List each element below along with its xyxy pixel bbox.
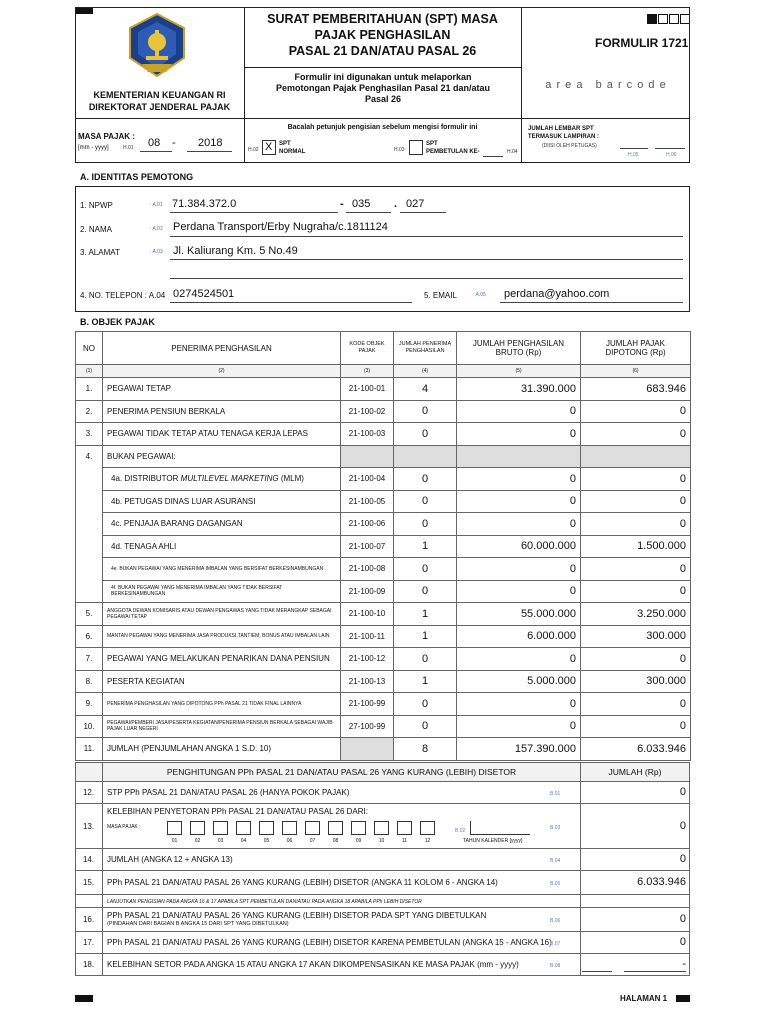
cell-no: 5. (76, 603, 103, 626)
cell-jml[interactable]: 0 (394, 648, 457, 671)
cell-jml[interactable]: 0 (394, 558, 457, 581)
cell-jml[interactable]: 0 (394, 423, 457, 446)
cell-bruto[interactable]: 0 (457, 648, 581, 671)
telepon-value[interactable]: 0274524501 (173, 288, 235, 300)
cell-no (76, 535, 103, 558)
table-subheader-row: (1) (2) (3) (4) (5) (6) (76, 365, 691, 378)
form-number: FORMULIR 1721 (595, 36, 689, 50)
month-label: 02 (194, 838, 201, 844)
cell-kode: 21-100-02 (341, 400, 394, 423)
cell-desc: PEGAWAI TETAP (103, 378, 341, 401)
calc-row-desc: KELEBIHAN PENYETORAN PPh PASAL 21 DAN/ATAU PASAL 26 DARI: (107, 807, 368, 816)
instruction-note: Bacalah petunjuk pengisian sebelum mengisi formulir ini (287, 124, 478, 131)
cell-desc: PEGAWAI TIDAK TETAP ATAU TENAGA KERJA LEPAS (103, 423, 341, 446)
month-box[interactable] (328, 821, 343, 835)
cell-no (76, 468, 103, 491)
cell-jml[interactable]: 0 (394, 513, 457, 536)
cell-no: 10. (76, 715, 103, 738)
cell-desc: ANGGOTA DEWAN KOMISARIS ATAU DEWAN PENGAWAS YANG TIDAK MERANGKAP SEBAGAI PEGAWAI TETAP (103, 603, 341, 626)
month-label: 11 (401, 838, 408, 844)
cell-pph[interactable]: 0 (581, 513, 691, 536)
cell-kode: 21-100-13 (341, 670, 394, 693)
cell-pph[interactable]: 0 (581, 715, 691, 738)
table-row (76, 558, 691, 581)
tahun-kalender-input[interactable] (470, 821, 530, 835)
cell-desc: PEGAWAI YANG MELAKUKAN PENARIKAN DANA PENSIUN (103, 648, 341, 671)
calc-header-title: PENGHITUNGAN PPh PASAL 21 DAN/ATAU PASAL 26 YANG KURANG (LEBIH) DISETOR (166, 767, 517, 777)
table-row (76, 738, 691, 761)
calc-row-value[interactable]: 0 (679, 936, 686, 948)
cell-jml[interactable]: 0 (394, 715, 457, 738)
form-title-line3: PASAL 21 DAN/ATAU PASAL 26 (288, 44, 477, 58)
calc-row-code: B.05 (550, 881, 561, 887)
cell-no (76, 580, 103, 603)
npwp-main[interactable]: 71.384.372.0 (172, 198, 237, 210)
cell-desc: 4c. PENJAJA BARANG DAGANGAN (103, 513, 341, 536)
alamat-pemotong[interactable]: Jl. Kaliurang Km. 5 No.49 (173, 245, 298, 257)
cell-pph[interactable]: 0 (581, 490, 691, 513)
ministry-logo (126, 12, 188, 80)
cell-no (76, 513, 103, 536)
cell-pph[interactable]: 0 (581, 423, 691, 446)
month-label: 09 (355, 838, 362, 844)
cell-kode (341, 445, 394, 468)
tahun-kalender-label: TAHUN KALENDER [yyyy] (463, 838, 523, 844)
cell-no: 6. (76, 625, 103, 648)
cell-pph[interactable]: 300.000 (581, 670, 691, 693)
masa-pajak-month[interactable]: 08 (148, 137, 161, 149)
calc-row-value[interactable]: 6.033.946 (637, 876, 686, 888)
cell-desc: JUMLAH (PENJUMLAHAN ANGKA 1 S.D. 10) (103, 738, 341, 761)
calc-header-amount: JUMLAH (Rp) (608, 767, 662, 777)
calc-row-desc: PPh PASAL 21 DAN/ATAU PASAL 26 YANG KURANG (LEBIH) DISETOR PADA SPT YANG DIBETULKAN (107, 911, 487, 920)
calc-row-desc2: (PINDAHAN DARI BAGIAN B ANGKA 15 DARI SPT YANG DIBETULKAN) (107, 921, 289, 927)
cell-desc: 4b. PETUGAS DINAS LUAR ASURANSI (103, 490, 341, 513)
cell-kode: 21-100-11 (341, 625, 394, 648)
masa-pajak-format: [mm - yyyy] (78, 145, 109, 151)
cell-kode: 21-100-12 (341, 648, 394, 671)
month-box[interactable] (236, 821, 251, 835)
cell-pph[interactable]: 0 (581, 648, 691, 671)
cell-jml[interactable]: 1 (394, 603, 457, 626)
table-row (76, 535, 691, 558)
table-row (76, 670, 691, 693)
cell-jml[interactable]: 1 (394, 625, 457, 648)
cell-bruto[interactable]: 6.000.000 (457, 625, 581, 648)
table-row (76, 580, 691, 603)
registration-mark-bottom-left (75, 995, 93, 1002)
calc-row-number: 16. (82, 915, 95, 924)
cell-kode: 21-100-01 (341, 378, 394, 401)
cell-bruto[interactable]: 0 (457, 490, 581, 513)
calc-row-number: 15. (82, 878, 95, 887)
month-label: 01 (171, 838, 178, 844)
month-box[interactable] (351, 821, 366, 835)
cell-pph[interactable]: 300.000 (581, 625, 691, 648)
masa-pajak-label: MASA PAJAK : (78, 132, 135, 141)
email-value[interactable]: perdana@yahoo.com (504, 288, 610, 300)
table-row (76, 603, 691, 626)
cell-no (76, 558, 103, 581)
spt-normal-mark: X (265, 141, 273, 153)
cell-no: 7. (76, 648, 103, 671)
table-row (76, 693, 691, 716)
cell-jml[interactable]: 8 (394, 738, 457, 761)
cell-no (76, 490, 103, 513)
calc-row-code: B.04 (550, 858, 561, 864)
cell-pph[interactable]: 0 (581, 693, 691, 716)
table-row (76, 423, 691, 446)
cell-jml[interactable]: 0 (394, 490, 457, 513)
section-b-title: B. OBJEK PAJAK (80, 317, 155, 327)
cell-pph[interactable]: 0 (581, 558, 691, 581)
cell-jml[interactable]: 0 (394, 693, 457, 716)
table-row (76, 715, 691, 738)
spt-pembetulan-checkbox[interactable] (409, 140, 423, 155)
month-box[interactable] (167, 821, 182, 835)
cell-kode: 21-100-06 (341, 513, 394, 536)
calc-row-code: B.01 (550, 791, 561, 797)
month-label: 12 (424, 838, 431, 844)
cell-bruto[interactable]: 0 (457, 400, 581, 423)
cell-desc: PESERTA KEGIATAN (103, 670, 341, 693)
cell-pph[interactable]: 1.500.000 (581, 535, 691, 558)
cell-desc: PEGAWAI/PEMBERI JASA/PESERTA KEGIATAN/PENERIMA PENSIUN BERKALA SEBAGAI WAJIB PAJAK LUAR NEGERI (103, 715, 341, 738)
month-label: 08 (332, 838, 339, 844)
calc-row-number: 14. (82, 855, 95, 864)
cell-no: 9. (76, 693, 103, 716)
cell-bruto[interactable] (457, 445, 581, 468)
table-row (76, 400, 691, 423)
cell-desc: 4f. BUKAN PEGAWAI YANG MENERIMA IMBALAN YANG TIDAK BERSIFAT BERKESINAMBUNGAN (103, 580, 341, 603)
month-label: 06 (286, 838, 293, 844)
table-header-row: NO PENERIMA PENGHASILAN KODE OBJEK PAJAK JUMLAH PENERIMA PENGHASILAN JUMLAH PENGHASILAN BRUTO (Rp) JUMLAH PAJAK DIPOTONG (Rp) (76, 332, 691, 365)
month-box[interactable] (374, 821, 389, 835)
calc-row-value[interactable]: 0 (679, 786, 686, 798)
calc-row-desc: PPh PASAL 21 DAN/ATAU PASAL 26 YANG KURANG (LEBIH) DISETOR (ANGKA 11 KOLOM 6 - ANGKA 14) (107, 878, 498, 887)
cell-bruto[interactable]: 55.000.000 (457, 603, 581, 626)
cell-pph[interactable]: 6.033.946 (581, 738, 691, 761)
month-box[interactable] (190, 821, 205, 835)
cell-bruto[interactable]: 31.390.000 (457, 378, 581, 401)
form-title-line2: PAJAK PENGHASILAN (314, 28, 451, 42)
cell-bruto[interactable]: 5.000.000 (457, 670, 581, 693)
month-box[interactable] (282, 821, 297, 835)
cell-desc: 4e. BUKAN PEGAWAI YANG MENERIMA IMBALAN YANG BERSIFAT BERKESINAMBUNGAN (103, 558, 341, 581)
calc-row-code: B.06 (550, 918, 561, 924)
cell-no: 8. (76, 670, 103, 693)
month-box[interactable] (213, 821, 228, 835)
cell-pph[interactable] (581, 445, 691, 468)
calc-row-number: 13. (82, 821, 95, 831)
month-label: 07 (309, 838, 316, 844)
month-box[interactable] (259, 821, 274, 835)
cell-jml[interactable] (394, 445, 457, 468)
npwp-kpp[interactable]: 035 (352, 198, 371, 210)
masa-pajak-year[interactable]: 2018 (198, 137, 223, 149)
cell-bruto[interactable]: 0 (457, 558, 581, 581)
form-title-line1: SURAT PEMBERITAHUAN (SPT) MASA (267, 12, 498, 26)
b02-code: B.02 (455, 828, 466, 834)
calc-row-code: B.08 (550, 963, 561, 969)
cell-jml[interactable]: 0 (394, 468, 457, 491)
table-row (76, 445, 691, 468)
cell-kode: 27-100-99 (341, 715, 394, 738)
cell-bruto[interactable]: 0 (457, 580, 581, 603)
cell-kode: 21-100-99 (341, 693, 394, 716)
ministry-name: KEMENTERIAN KEUANGAN RI (93, 90, 226, 100)
cell-jml[interactable]: 1 (394, 535, 457, 558)
masa-pajak-small-label: MASA PAJAK : (107, 824, 141, 830)
nama-pemotong[interactable]: Perdana Transport/Erby Nugraha/c.1811124 (173, 221, 388, 233)
cell-jml[interactable]: 1 (394, 670, 457, 693)
cell-kode: 21-100-04 (341, 468, 394, 491)
cell-kode (341, 738, 394, 761)
cell-no: 3. (76, 423, 103, 446)
calc-row-desc: JUMLAH (ANGKA 12 + ANGKA 13) (107, 855, 233, 864)
cell-jml[interactable]: 0 (394, 400, 457, 423)
npwp-cabang[interactable]: 027 (406, 198, 425, 210)
form-subtitle: Formulir ini digunakan untuk melaporkan Pemotongan Pajak Penghasilan Pasal 21 dan/atau Pasal 26 (275, 72, 491, 104)
directorate-name: DIREKTORAT JENDERAL PAJAK (88, 102, 231, 112)
cell-desc: 4a. DISTRIBUTOR MULTILEVEL MARKETING (MLM) (103, 468, 341, 491)
cell-no: 1. (76, 378, 103, 401)
cell-pph[interactable]: 0 (581, 580, 691, 603)
cell-kode: 21-100-10 (341, 603, 394, 626)
month-label: 04 (240, 838, 247, 844)
table-row (76, 648, 691, 671)
calc-row-number: 12. (82, 788, 95, 797)
cell-desc: 4d. TENAGA AHLI (103, 535, 341, 558)
cell-jml[interactable]: 4 (394, 378, 457, 401)
calc-row-value[interactable]: - (682, 958, 686, 970)
table-row (76, 468, 691, 491)
cell-kode: 21-100-08 (341, 558, 394, 581)
month-box[interactable] (397, 821, 412, 835)
cell-kode: 21-100-07 (341, 535, 394, 558)
calc-row-desc: KELEBIHAN SETOR PADA ANGKA 15 ATAU ANGKA 17 AKAN DIKOMPENSASIKAN KE MASA PAJAK (mm - yyyy) (107, 960, 519, 969)
cell-pph[interactable]: 3.250.000 (581, 603, 691, 626)
table-row (76, 625, 691, 648)
month-label: 03 (217, 838, 224, 844)
month-box[interactable] (305, 821, 320, 835)
cell-bruto[interactable]: 0 (457, 423, 581, 446)
cell-desc: PENERIMA PENSIUN BERKALA (103, 400, 341, 423)
cell-bruto[interactable]: 60.000.000 (457, 535, 581, 558)
month-label: 05 (263, 838, 270, 844)
cell-bruto[interactable]: 0 (457, 715, 581, 738)
cell-jml[interactable]: 0 (394, 580, 457, 603)
calc-row-desc: PPh PASAL 21 DAN/ATAU PASAL 26 YANG KURANG (LEBIH) DISETOR KARENA PEMBETULAN (ANGKA 15 - ANGKA 16) (107, 938, 552, 947)
cell-bruto[interactable]: 157.390.000 (457, 738, 581, 761)
table-row (76, 513, 691, 536)
barcode-area: a r e a b a r c o d e (545, 79, 667, 91)
calc-row-value[interactable]: 0 (679, 913, 686, 925)
page-number: HALAMAN 1 (620, 994, 668, 1003)
cell-kode: 21-100-09 (341, 580, 394, 603)
calc-row-value[interactable]: 0 (679, 853, 686, 865)
objek-pajak-table (75, 331, 691, 761)
registration-mark-bottom-right (676, 995, 690, 1002)
lanjutan-note: LANJUTKAN PENGISIAN PADA ANGKA 16 & 17 APABILA SPT PEMBETULAN DAN/ATAU PADA ANGKA 18 APABILA PPh LEBIH DISETOR (107, 899, 422, 905)
calc-row-number: 17. (82, 938, 95, 947)
cell-desc: MANTAN PEGAWAI YANG MENERIMA JASA PRODUKSI,TANTIEM, BONUS ATAU IMBALAN LAIN (103, 625, 341, 648)
table-row (76, 490, 691, 513)
cell-pph[interactable]: 0 (581, 400, 691, 423)
cell-bruto[interactable]: 0 (457, 468, 581, 491)
cell-no: 4. (76, 445, 103, 468)
month-box[interactable] (420, 821, 435, 835)
cell-pph[interactable]: 0 (581, 468, 691, 491)
table-row (76, 378, 691, 401)
cell-desc: BUKAN PEGAWAI: (103, 445, 341, 468)
cell-no: 2. (76, 400, 103, 423)
cell-bruto[interactable]: 0 (457, 693, 581, 716)
cell-desc: PENERIMA PENGHASILAN YANG DIPOTONG PPh PASAL 21 TIDAK FINAL LAINNYA (103, 693, 341, 716)
section-a-title: A. IDENTITAS PEMOTONG (80, 172, 194, 182)
cell-pph[interactable]: 683.946 (581, 378, 691, 401)
month-label: 10 (378, 838, 385, 844)
calc-row-desc: STP PPh PASAL 21 DAN/ATAU PASAL 26 (HANYA POKOK PAJAK) (107, 788, 350, 797)
calc-row-code: B.07 (550, 941, 561, 947)
calc-row-value[interactable]: 0 (679, 819, 686, 832)
calc-row-number: 18. (82, 960, 95, 969)
cell-kode: 21-100-03 (341, 423, 394, 446)
cell-kode: 21-100-05 (341, 490, 394, 513)
cell-bruto[interactable]: 0 (457, 513, 581, 536)
calc-row-code: B.03 (550, 824, 561, 831)
cell-no: 11. (76, 738, 103, 761)
